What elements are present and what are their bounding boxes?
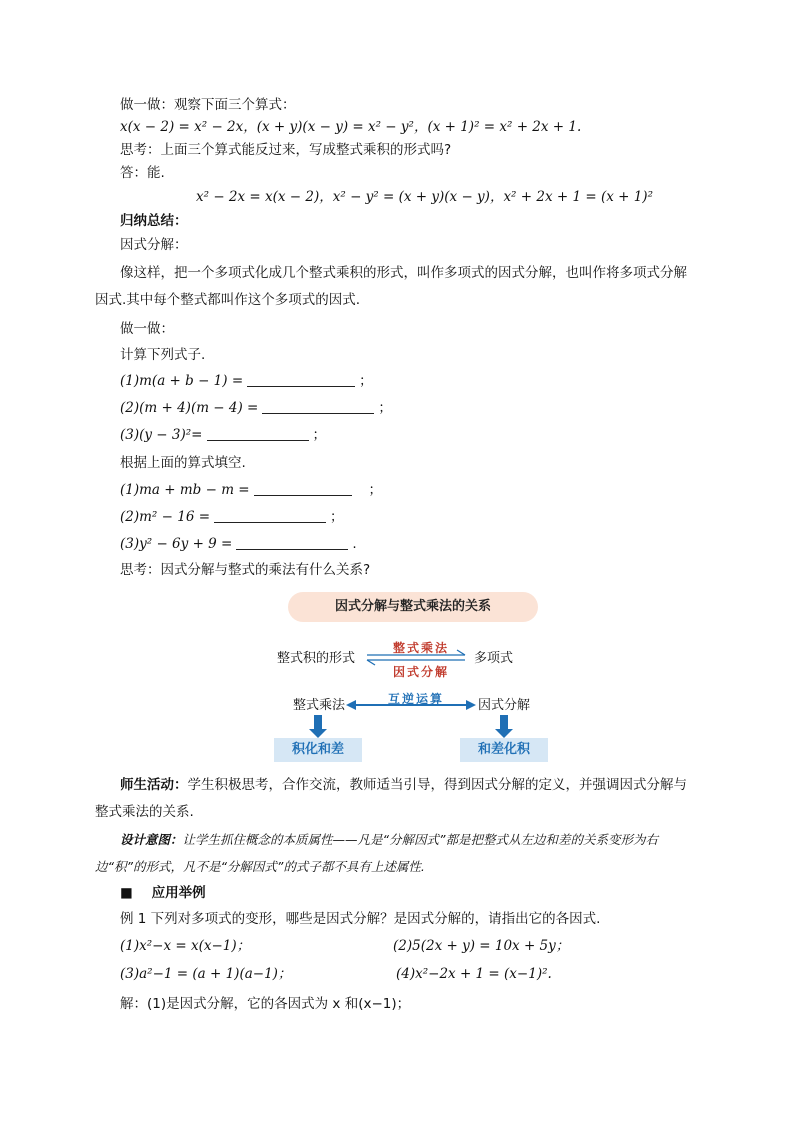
compute-item-1: (1)m(a + b − 1) = ； [120,373,373,389]
compute-item-3: (3)(y − 3)²= ； [120,427,326,443]
bottom-arrow-label: 因式分解 [393,665,450,679]
fill-item-2: (2)m² − 16 = ； [120,509,344,525]
example-item-4: (4)x²−2x + 1 = (x−1)². [396,966,552,982]
example-item-3: (3)a²−1 = (a + 1)(a−1)； [120,966,292,982]
equations-row: x(x − 2) = x² − 2x，(x + y)(x − y) = x² − y²，(x + 1)² = x² + 2x + 1. [120,119,582,135]
compute-expr-3: (3)(y − 3)²= [120,427,203,443]
compute-expr-2: (2)(m + 4)(m − 4) = [120,400,259,416]
activity-text: 学生积极思考，合作交流，教师适当引导，得到因式分解的定义，并强调因式分解与整式乘法的关系. [95,777,687,820]
top-arrow-label: 整式乘法 [393,641,450,655]
try-heading: 做一做：观察下面三个算式： [120,97,296,113]
bullet-square-icon: ■ [120,885,133,901]
mid-left-node: 整式乘法 [293,698,346,713]
example-item-2: (2)5(2x + y) = 10x + 5y； [393,938,570,954]
right-node: 多项式 [474,651,514,666]
fill-item-1: (1)ma + mb − m = ； [120,482,382,498]
mid-right-node: 因式分解 [478,698,531,713]
fill-item-3: (3)y² − 6y + 9 = . [120,536,357,552]
box-sum-to-product: 和差化积 [460,738,548,762]
fill-expr-2: (2)m² − 16 = [120,509,211,525]
answer: 答：能. [120,165,165,181]
compute-prompt: 计算下列式子. [120,347,206,363]
inverse-operation-arrow [346,700,476,710]
think-question: 思考：上面三个算式能反过来，写成整式乘积的形式吗? [120,142,452,158]
diagram-title: 因式分解与整式乘法的关系 [288,592,538,622]
fill-prompt: 根据上面的算式填空. [120,455,246,471]
summary-heading: 归纳总结： [120,213,188,229]
try-heading-2: 做一做： [120,321,174,337]
factorization-heading: 因式分解： [120,237,188,253]
design-paragraph [95,826,695,880]
design-label: 设计意图： [120,832,183,847]
compute-item-2: (2)(m + 4)(m − 4) = ； [120,400,392,416]
left-node: 整式积的形式 [277,651,356,666]
activity-label: 师生活动： [120,777,188,793]
section-heading [120,884,206,902]
down-arrow-right [495,715,513,738]
reversed-equations: x² − 2x = x(x − 2)，x² − y² = (x + y)(x − y)，x² + 2x + 1 = (x + 1)² [196,189,653,205]
activity-paragraph [95,772,695,826]
definition-paragraph: 像这样，把一个多项式化成几个整式乘积的形式，叫作多项式的因式分解，也叫作将多项式分解因式.其中每个整式都叫作这个多项式的因式. [95,265,687,308]
solution-line: 解：(1)是因式分解，它的各因式为 x 和(x−1)； [120,996,411,1012]
down-arrow-left [309,715,327,738]
compute-expr-1: (1)m(a + b − 1) = [120,373,244,389]
fill-expr-3: (3)y² − 6y + 9 = [120,536,233,552]
section-title: 应用举例 [151,885,206,901]
example-1: 例 1 下列对多项式的变形，哪些是因式分解？是因式分解的，请指出它的各因式. [120,911,601,927]
mid-arrow-label: 互逆运算 [388,692,445,706]
multiplication-arrow [367,650,465,655]
factorization-arrow [367,660,465,665]
think-relation: 思考：因式分解与整式的乘法有什么关系? [120,562,371,578]
box-product-to-sum: 积化和差 [274,738,362,762]
example-item-1: (1)x²−x = x(x−1)； [120,938,251,954]
fill-expr-1: (1)ma + mb − m = [120,482,250,498]
design-text: 让学生抓住概念的本质属性——凡是“分解因式”都是把整式从左边和差的关系变形为右边“积”的形式，凡不是“分解因式”的式子都不具有上述属性. [95,832,658,874]
